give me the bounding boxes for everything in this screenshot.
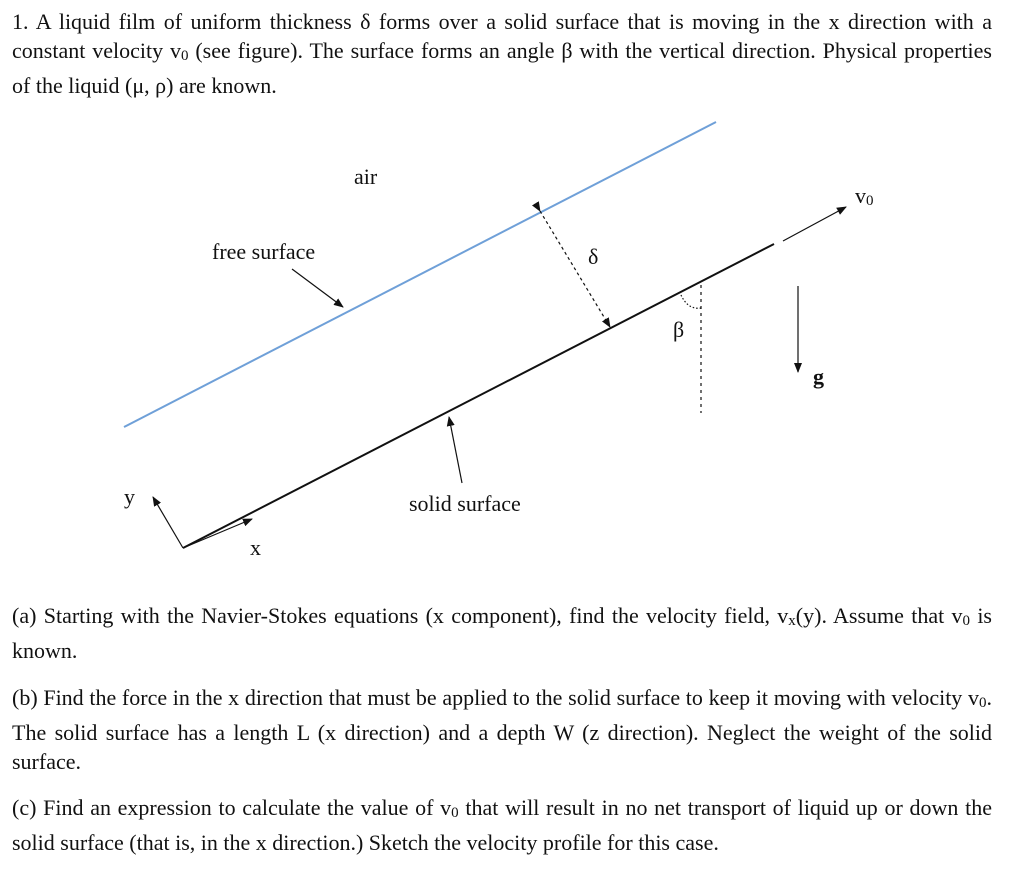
free-surface-pointer bbox=[292, 269, 343, 307]
film-flow-diagram bbox=[0, 100, 1024, 560]
v0-arrow bbox=[783, 207, 846, 241]
g-label: g bbox=[813, 364, 824, 389]
x-axis-label: x bbox=[250, 535, 261, 560]
solid-surface-label: solid surface bbox=[409, 491, 521, 516]
question-part-a: (a) Starting with the Navier-Stokes equations (x component), find the velocity field, vx(y). Assume that v0 is known. bbox=[12, 603, 992, 663]
solid-surface-pointer bbox=[449, 417, 462, 483]
x-axis-arrow bbox=[183, 519, 252, 548]
beta-label: β bbox=[673, 317, 685, 342]
problem-statement: 1. A liquid film of uniform thickness δ forms over a solid surface that is moving in the x direction with a constant velocity v0 (see figure). The surface forms an angle β with the vertical direction. Physical properties of the liquid (μ, ρ) are known. bbox=[12, 9, 992, 98]
question-part-b: (b) Find the force in the x direction that must be applied to the solid surface to keep it moving with velocity v0. The solid surface has a length L (x direction) and a depth W (z direction). Neglect the weight of the solid surface. bbox=[12, 685, 992, 774]
beta-angle-arc bbox=[681, 295, 701, 308]
question-part-c: (c) Find an expression to calculate the value of v0 that will result in no net transport of liquid up or down the solid surface (that is, in the x direction.) Sketch the velocity profile for this case. bbox=[12, 795, 992, 855]
free-surface-line bbox=[124, 122, 716, 427]
subscript-o: 0 bbox=[180, 48, 189, 64]
delta-thickness-arrow bbox=[540, 211, 610, 327]
air-label: air bbox=[354, 164, 378, 189]
y-axis-label: y bbox=[124, 484, 135, 509]
problem-number: 1. bbox=[12, 9, 29, 34]
y-axis-arrow bbox=[153, 497, 183, 548]
delta-label: δ bbox=[588, 244, 599, 269]
v0-label: v0 bbox=[855, 183, 874, 209]
free-surface-label: free surface bbox=[212, 239, 316, 264]
